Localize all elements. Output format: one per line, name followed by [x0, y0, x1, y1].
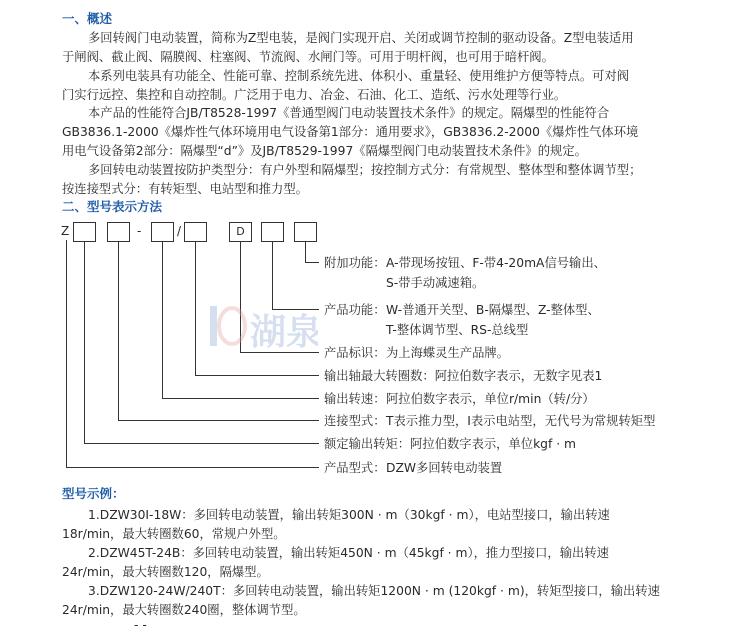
- code-box-extra: [294, 222, 317, 242]
- code-box-function: [261, 222, 284, 242]
- label-torque: [324, 436, 576, 452]
- connector-line: [66, 467, 319, 468]
- section-heading-model: 二、型号表示方法: [62, 199, 163, 214]
- value-torque: 阿拉伯数字表示，单位kgf · m: [410, 437, 577, 451]
- label-brand: 产品标识：: [324, 346, 386, 360]
- example-line: 24r/min，最大转圈数120，隔爆型。: [62, 565, 269, 579]
- connector-line: [305, 242, 306, 263]
- connector-line: [162, 242, 163, 399]
- value-connection: T表示推力型，I表示电站型，无代号为常规转矩型: [386, 414, 656, 428]
- value-extra-function: A-带现场按钮、F-带4-20mA信号输出、: [386, 256, 606, 270]
- code-box-speed: [151, 222, 174, 242]
- label-product-type: 产品型式：: [324, 461, 386, 475]
- label-product-function: 产品功能：: [324, 303, 386, 317]
- connector-line: [118, 420, 319, 421]
- connector-line: [195, 242, 196, 376]
- label-turns-text: 输出轴最大转圈数：: [324, 369, 435, 383]
- example-line: 18r/min，最大转圈数60，常规户外型。: [62, 527, 286, 541]
- value-product-type: DZW多回转电动装置: [386, 461, 503, 475]
- paragraph-line: 本产品的性能符合JB/T8528-1997《普通型阀门电动装置技术条件》的规定。隔爆型的性能符合: [88, 106, 610, 120]
- paragraph-line: 于闸阀、截止阀、隔膜阀、柱塞阀、节流阀、水闸门等。可用于明杆阀，也可用于暗杆阀。: [62, 50, 554, 64]
- example-line: 3.DZW120-24W/240T：多回转电动装置，输出转矩1200N · m (120kgf · m)，转矩型接口，输出转速: [88, 584, 660, 598]
- example-line: 2.DZW45T-24B：多回转电动装置，输出转矩450N · m（45kgf · m），推力型接口，输出转速: [88, 546, 609, 560]
- label-torque-text: 额定输出转矩：: [324, 437, 411, 451]
- code-box-connection: [107, 222, 130, 242]
- value-speed: 阿拉伯数字表示，单位r/min（转/分）: [386, 392, 595, 406]
- code-dash: -: [137, 224, 142, 238]
- code-prefix: Z: [61, 224, 70, 238]
- label-turns: [324, 368, 602, 384]
- connector-line: [305, 262, 319, 263]
- label-connection: 连接型式：: [324, 414, 386, 428]
- connector-line: [84, 242, 85, 444]
- code-box-turns: [184, 222, 207, 242]
- paragraph-line: 本系列电装具有功能全、性能可靠、控制系统先进、体积小、重量轻、使用维护方便等特点。可对阀: [88, 69, 630, 83]
- value-extra-function-cont: S-带手动减速箱。: [386, 276, 485, 290]
- value-turns: 阿拉伯数字表示，无数字见表1: [434, 369, 603, 383]
- paragraph-line: 按连接型式分：有转矩型、电站型和推力型。: [62, 182, 308, 196]
- trailer-marks: - -: [134, 618, 147, 632]
- examples-heading: 型号示例：: [62, 486, 125, 501]
- paragraph-line: 用电气设备第2部分：隔爆型“d”》及JB/T8529-1997《隔爆型阀门电动装置技术条件》的规定。: [62, 144, 587, 158]
- paragraph-line: 多回转阀门电动装置，简称为Z型电装，是阀门实现开启、关闭或调节控制的驱动设备。Z型电装适用: [88, 31, 634, 45]
- code-box-torque: [73, 222, 96, 242]
- connector-line: [84, 443, 319, 444]
- value-product-function-cont: T-整体调节型、RS-总线型: [386, 323, 529, 337]
- paragraph-line: GB3836.1-2000《爆炸性气体环境用电气设备第1部分：通用要求》，GB3836.2-2000《爆炸性气体环境: [62, 125, 639, 139]
- label-extra-function: 附加功能：: [324, 256, 386, 270]
- section-heading-overview: 一、概述: [62, 11, 113, 26]
- connector-line: [162, 398, 319, 399]
- watermark-text: 湖泉: [250, 312, 318, 353]
- label-speed: 输出转速：: [324, 392, 386, 406]
- connector-line: [66, 240, 67, 467]
- code-box-brand: D: [229, 222, 252, 242]
- value-brand: 为上海蝶灵生产品牌。: [386, 346, 509, 360]
- example-line: 1.DZW30I-18W：多回转电动装置，输出转矩300N · m（30kgf · m），电站型接口，输出转速: [88, 508, 610, 522]
- example-line: 24r/min，最大转圈数240圈，整体调节型。: [62, 603, 306, 617]
- paragraph-line: 多回转电动装置按防护类型分：有户外型和隔爆型；按控制方式分：有常规型、整体型和整体调节型；: [88, 163, 642, 177]
- connector-line: [118, 242, 119, 421]
- value-product-function: W-普通开关型、B-隔爆型、Z-整体型、: [386, 303, 600, 317]
- paragraph-line: 门实行远控、集控和自动控制。广泛用于电力、冶金、石油、化工、造纸、污水处理等行业。: [62, 88, 567, 102]
- code-slash: /: [177, 224, 182, 238]
- connector-line: [195, 375, 319, 376]
- watermark-logo: [208, 298, 318, 358]
